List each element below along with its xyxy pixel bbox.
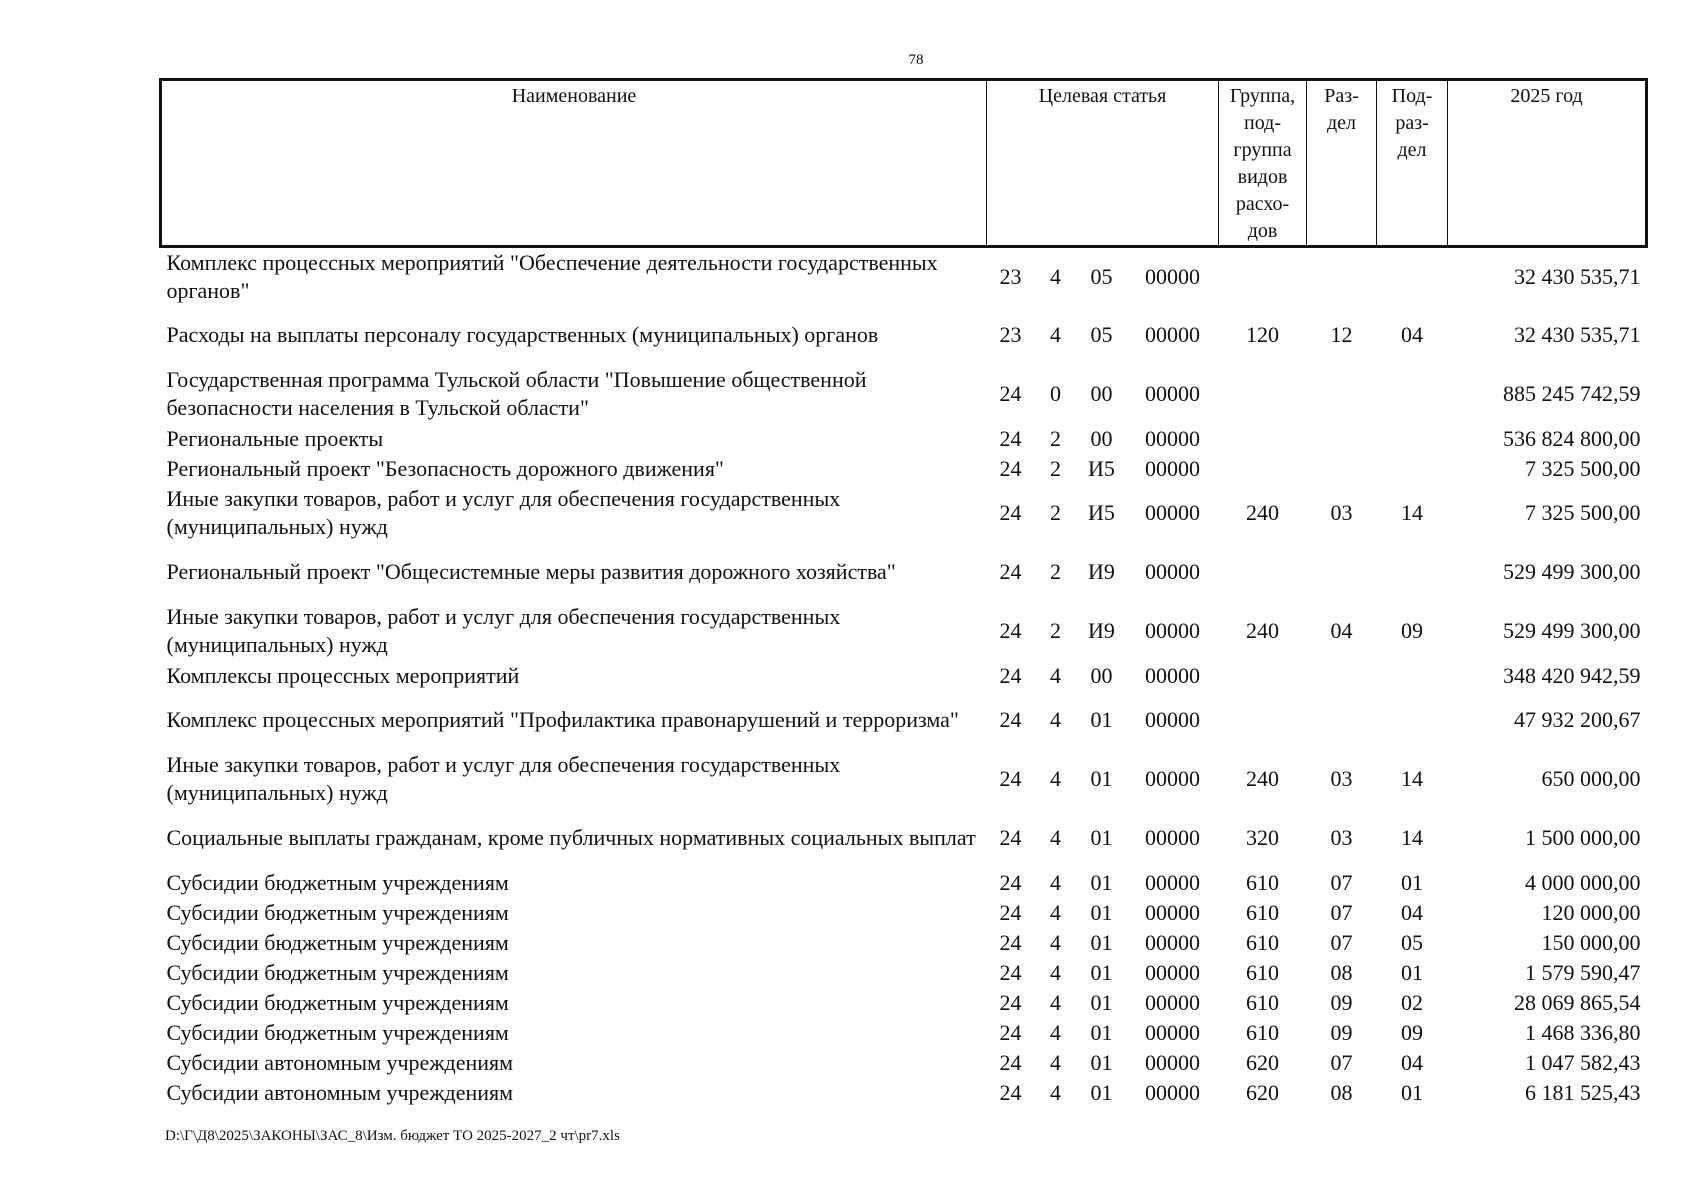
row-name: Комплексы процессных мероприятий <box>166 662 520 688</box>
row-code-subprogram: 01 <box>1090 825 1113 850</box>
row-amount: 32 430 535,71 <box>1514 322 1641 347</box>
row-code-direction: 00000 <box>1145 263 1201 289</box>
row-section: 03 <box>1330 825 1353 850</box>
row-code-program: 24 <box>999 662 1022 688</box>
table-row <box>161 958 1647 988</box>
row-section: 03 <box>1330 500 1353 525</box>
row-code-program: 23 <box>999 263 1022 289</box>
row-code-program: 24 <box>999 618 1022 643</box>
row-name: Иные закупки товаров, работ и услуг для обеспечения государственных (муниципальных) нужд <box>166 604 841 657</box>
row-code-program: 24 <box>999 425 1022 451</box>
row-section <box>1307 424 1377 454</box>
row-amount: 7 325 500,00 <box>1525 455 1641 481</box>
row-subsection <box>1377 454 1448 484</box>
row-code-type: 4 <box>1050 322 1061 347</box>
row-code-type: 4 <box>1050 662 1061 688</box>
row-amount: 32 430 535,71 <box>1514 263 1641 289</box>
row-name: Комплекс процессных мероприятий "Обеспечение деятельности государственных органов" <box>166 249 938 303</box>
row-code-type: 4 <box>1050 959 1061 985</box>
row-name: Субсидии бюджетным учреждениям <box>166 929 509 955</box>
row-section <box>1307 247 1377 306</box>
row-code-type: 0 <box>1050 381 1061 406</box>
row-group <box>1219 365 1307 424</box>
row-subsection: 04 <box>1401 899 1424 925</box>
row-code-subprogram: 00 <box>1090 662 1113 688</box>
row-section <box>1307 454 1377 484</box>
row-code-direction: 00000 <box>1145 929 1201 955</box>
header-year: 2025 год <box>1448 80 1647 247</box>
row-code-program: 23 <box>999 322 1022 347</box>
row-code-type: 2 <box>1050 455 1061 481</box>
row-group: 610 <box>1246 959 1280 985</box>
row-name: Субсидии бюджетным учреждениям <box>166 989 509 1015</box>
row-amount: 885 245 742,59 <box>1503 381 1641 406</box>
row-code-type: 4 <box>1050 869 1061 895</box>
row-code-subprogram: 05 <box>1090 322 1113 347</box>
row-group: 620 <box>1246 1079 1280 1105</box>
row-code-type: 4 <box>1050 263 1061 289</box>
row-subsection: 09 <box>1401 1019 1424 1045</box>
row-subsection: 09 <box>1401 618 1424 643</box>
row-section: 08 <box>1330 959 1353 985</box>
row-code-program: 24 <box>999 766 1022 791</box>
table-row <box>161 868 1647 898</box>
row-code-direction: 00000 <box>1145 559 1201 584</box>
row-subsection <box>1377 543 1448 602</box>
row-amount: 28 069 865,54 <box>1514 989 1641 1015</box>
table-row <box>161 454 1647 484</box>
row-code-type: 4 <box>1050 766 1061 791</box>
row-code-subprogram: 01 <box>1090 899 1113 925</box>
row-code-direction: 00000 <box>1145 869 1201 895</box>
row-code-program: 24 <box>999 899 1022 925</box>
row-code-program: 24 <box>999 455 1022 481</box>
row-amount: 1 579 590,47 <box>1525 959 1641 985</box>
row-name: Комплекс процессных мероприятий "Профилактика правонарушений и терроризма" <box>166 707 959 732</box>
budget-table <box>159 78 1648 1108</box>
table-row <box>161 928 1647 958</box>
row-group <box>1219 424 1307 454</box>
row-amount: 1 047 582,43 <box>1525 1049 1641 1075</box>
row-code-program: 24 <box>999 1049 1022 1075</box>
table-row <box>161 898 1647 928</box>
row-section: 09 <box>1330 989 1353 1015</box>
row-subsection: 14 <box>1401 500 1424 525</box>
row-amount: 4 000 000,00 <box>1525 869 1641 895</box>
table-row <box>161 365 1647 424</box>
row-code-subprogram: И5 <box>1088 500 1115 525</box>
table-body <box>161 247 1647 1108</box>
row-name: Субсидии бюджетным учреждениям <box>166 899 509 925</box>
row-group: 240 <box>1246 500 1280 525</box>
row-code-subprogram: 01 <box>1090 1019 1113 1045</box>
row-code-direction: 00000 <box>1145 662 1201 688</box>
row-code-direction: 00000 <box>1145 425 1201 451</box>
row-code-program: 24 <box>999 929 1022 955</box>
row-group: 610 <box>1246 989 1280 1015</box>
row-code-direction: 00000 <box>1145 500 1201 525</box>
row-section: 04 <box>1330 618 1353 643</box>
row-group: 240 <box>1246 766 1280 791</box>
row-code-type: 4 <box>1050 825 1061 850</box>
table-row <box>161 543 1647 602</box>
table-row <box>161 1048 1647 1078</box>
row-code-type: 2 <box>1050 500 1061 525</box>
row-code-program: 24 <box>999 959 1022 985</box>
table-row <box>161 750 1647 809</box>
row-code-direction: 00000 <box>1145 1049 1201 1075</box>
row-code-program: 24 <box>999 707 1022 732</box>
table-row <box>161 1018 1647 1048</box>
row-name: Иные закупки товаров, работ и услуг для обеспечения государственных (муниципальных) нужд <box>166 752 841 805</box>
row-code-type: 4 <box>1050 899 1061 925</box>
header-subsection-text: Под- раз- дел <box>1391 85 1433 161</box>
header-group <box>1219 80 1307 247</box>
row-code-type: 4 <box>1050 989 1061 1015</box>
page-number: 78 <box>908 52 924 68</box>
row-code-program: 24 <box>999 825 1022 850</box>
row-code-direction: 00000 <box>1145 618 1201 643</box>
row-group: 610 <box>1246 929 1280 955</box>
table-row <box>161 809 1647 868</box>
row-code-subprogram: И9 <box>1088 559 1115 584</box>
row-code-subprogram: 05 <box>1090 263 1113 289</box>
header-section <box>1307 80 1377 247</box>
row-group <box>1219 661 1307 691</box>
row-group: 240 <box>1246 618 1280 643</box>
table-row <box>161 988 1647 1018</box>
row-code-program: 24 <box>999 1079 1022 1105</box>
row-code-subprogram: 01 <box>1090 707 1113 732</box>
table-row <box>161 306 1647 365</box>
row-section <box>1307 365 1377 424</box>
row-code-subprogram: 01 <box>1090 869 1113 895</box>
row-code-program: 24 <box>999 989 1022 1015</box>
row-code-direction: 00000 <box>1145 707 1201 732</box>
row-subsection: 14 <box>1401 825 1424 850</box>
row-code-subprogram: 00 <box>1090 425 1113 451</box>
row-section <box>1307 543 1377 602</box>
row-name: Субсидии автономным учреждениям <box>166 1079 514 1105</box>
row-amount: 6 181 525,43 <box>1525 1079 1641 1105</box>
row-group: 610 <box>1246 899 1280 925</box>
row-code-type: 4 <box>1050 1079 1061 1105</box>
row-code-type: 2 <box>1050 559 1061 584</box>
row-subsection <box>1377 247 1448 306</box>
table-header <box>161 80 1647 247</box>
header-name: Наименование <box>161 80 987 247</box>
row-code-program: 24 <box>999 381 1022 406</box>
row-code-subprogram: 01 <box>1090 929 1113 955</box>
row-name: Социальные выплаты гражданам, кроме публичных нормативных социальных выплат <box>166 825 976 850</box>
row-subsection <box>1377 661 1448 691</box>
row-amount: 7 325 500,00 <box>1525 500 1641 525</box>
row-code-subprogram: И5 <box>1088 455 1115 481</box>
row-code-subprogram: 00 <box>1090 381 1113 406</box>
row-subsection: 02 <box>1401 989 1424 1015</box>
row-code-direction: 00000 <box>1145 959 1201 985</box>
row-group: 120 <box>1246 322 1280 347</box>
row-code-direction: 00000 <box>1145 989 1201 1015</box>
header-subsection <box>1377 80 1448 247</box>
row-code-subprogram: 01 <box>1090 1049 1113 1075</box>
row-code-program: 24 <box>999 1019 1022 1045</box>
row-code-subprogram: 01 <box>1090 959 1113 985</box>
row-code-direction: 00000 <box>1145 825 1201 850</box>
row-code-direction: 00000 <box>1145 766 1201 791</box>
row-amount: 120 000,00 <box>1541 899 1641 925</box>
row-code-direction: 00000 <box>1145 1019 1201 1045</box>
row-amount: 650 000,00 <box>1541 766 1641 791</box>
row-name: Региональный проект "Общесистемные меры развития дорожного хозяйства" <box>166 559 896 584</box>
row-subsection: 05 <box>1401 929 1424 955</box>
row-amount: 47 932 200,67 <box>1514 707 1641 732</box>
row-group <box>1219 247 1307 306</box>
row-code-direction: 00000 <box>1145 455 1201 481</box>
row-subsection: 14 <box>1401 766 1424 791</box>
row-subsection <box>1377 691 1448 750</box>
header-group-text: Группа, под- группа видов расхо- дов <box>1229 85 1296 242</box>
row-section: 03 <box>1330 766 1353 791</box>
row-amount: 529 499 300,00 <box>1503 618 1641 643</box>
row-code-subprogram: 01 <box>1090 766 1113 791</box>
row-group: 620 <box>1246 1049 1280 1075</box>
row-subsection <box>1377 365 1448 424</box>
row-code-direction: 00000 <box>1145 899 1201 925</box>
table-row <box>161 1078 1647 1108</box>
table-row <box>161 424 1647 454</box>
table-row <box>161 247 1647 306</box>
row-name: Государственная программа Тульской области "Повышение общественной безопасности населения в Тульской области" <box>166 367 867 420</box>
row-name: Иные закупки товаров, работ и услуг для обеспечения государственных (муниципальных) нужд <box>166 486 841 539</box>
row-amount: 536 824 800,00 <box>1503 425 1641 451</box>
row-code-direction: 00000 <box>1145 381 1201 406</box>
row-group <box>1219 454 1307 484</box>
row-section <box>1307 661 1377 691</box>
row-amount: 150 000,00 <box>1541 929 1641 955</box>
row-code-program: 24 <box>999 500 1022 525</box>
row-group: 320 <box>1246 825 1280 850</box>
row-code-type: 4 <box>1050 1049 1061 1075</box>
row-name: Субсидии бюджетным учреждениям <box>166 959 509 985</box>
row-amount: 1 500 000,00 <box>1525 825 1641 850</box>
row-name: Расходы на выплаты персоналу государственных (муниципальных) органов <box>166 322 879 347</box>
row-section: 07 <box>1330 869 1353 895</box>
row-name: Субсидии бюджетным учреждениям <box>166 1019 509 1045</box>
row-section <box>1307 691 1377 750</box>
table-row <box>161 691 1647 750</box>
row-group: 610 <box>1246 869 1280 895</box>
row-section: 08 <box>1330 1079 1353 1105</box>
row-code-direction: 00000 <box>1145 1079 1201 1105</box>
row-code-subprogram: И9 <box>1088 618 1115 643</box>
table-row <box>161 661 1647 691</box>
row-amount: 529 499 300,00 <box>1503 559 1641 584</box>
row-group <box>1219 543 1307 602</box>
row-subsection: 01 <box>1401 869 1424 895</box>
row-code-type: 4 <box>1050 707 1061 732</box>
row-code-program: 24 <box>999 869 1022 895</box>
row-subsection: 04 <box>1401 322 1424 347</box>
row-subsection: 04 <box>1401 1049 1424 1075</box>
row-section: 09 <box>1330 1019 1353 1045</box>
row-amount: 1 468 336,80 <box>1525 1019 1641 1045</box>
row-code-type: 2 <box>1050 618 1061 643</box>
row-section: 07 <box>1330 929 1353 955</box>
row-subsection <box>1377 424 1448 454</box>
row-section: 07 <box>1330 1049 1353 1075</box>
file-path: D:\Г\Д8\2025\ЗАКОНЫ\ЗАС_8\Изм. бюджет ТО 2025-2027_2 чт\pr7.xls <box>165 1128 620 1144</box>
header-section-text: Раз- дел <box>1324 85 1359 134</box>
row-code-subprogram: 01 <box>1090 989 1113 1015</box>
header-target-article: Целевая статья <box>987 80 1219 247</box>
row-subsection: 01 <box>1401 959 1424 985</box>
row-group: 610 <box>1246 1019 1280 1045</box>
row-group <box>1219 691 1307 750</box>
table-row <box>161 602 1647 661</box>
row-name: Субсидии бюджетным учреждениям <box>166 869 509 895</box>
row-section: 12 <box>1330 322 1353 347</box>
row-code-type: 4 <box>1050 929 1061 955</box>
row-name: Региональный проект "Безопасность дорожного движения" <box>166 455 724 481</box>
row-name: Региональные проекты <box>166 425 384 451</box>
row-section: 07 <box>1330 899 1353 925</box>
row-code-type: 2 <box>1050 425 1061 451</box>
row-code-program: 24 <box>999 559 1022 584</box>
row-subsection: 01 <box>1401 1079 1424 1105</box>
row-amount: 348 420 942,59 <box>1503 662 1641 688</box>
row-name: Субсидии автономным учреждениям <box>166 1049 514 1075</box>
table-row <box>161 484 1647 543</box>
row-code-subprogram: 01 <box>1090 1079 1113 1105</box>
row-code-direction: 00000 <box>1145 322 1201 347</box>
row-code-type: 4 <box>1050 1019 1061 1045</box>
